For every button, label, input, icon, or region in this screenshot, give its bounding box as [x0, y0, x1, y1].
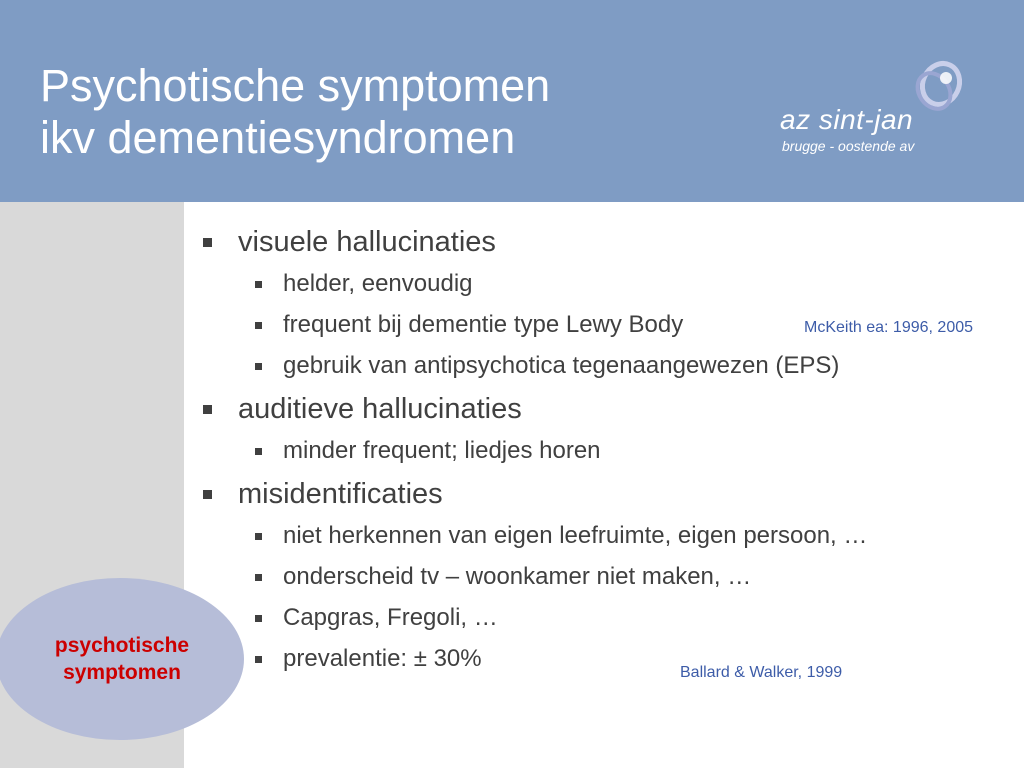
sub-bullet-label: gebruik van antipsychotica tegenaangewezen (EPS) — [283, 352, 840, 379]
bullet-visual-hallucinations — [200, 222, 1020, 266]
citation-ballard-walker: Ballard & Walker, 1999 — [680, 664, 843, 681]
sub-bullet — [200, 559, 1020, 600]
sub-bullet-label: frequent bij dementie type Lewy Body — [283, 311, 684, 338]
bullet-misidentifications — [200, 474, 1020, 518]
bullet-label: misidentificaties — [238, 478, 443, 510]
sub-bullet-label: Capgras, Fregoli, … — [283, 604, 498, 631]
bullet-auditory-hallucinations — [200, 389, 1020, 433]
sub-bullet-label: onderscheid tv – woonkamer niet maken, … — [283, 563, 752, 590]
slide-title-line-2: ikv dementiesyndromen — [40, 112, 516, 163]
square-bullet-icon — [203, 405, 212, 414]
bullet-label: visuele hallucinaties — [238, 226, 496, 258]
slide-title-line-1: Psychotische symptomen — [40, 60, 551, 111]
square-bullet-icon — [255, 448, 262, 455]
square-bullet-icon — [255, 281, 262, 288]
title-banner — [0, 0, 1024, 202]
sub-bullet-label: niet herkennen van eigen leefruimte, eigen persoon, … — [283, 522, 868, 549]
square-bullet-icon — [255, 322, 262, 329]
bullet-label: auditieve hallucinaties — [238, 393, 522, 425]
square-bullet-icon — [255, 533, 262, 540]
square-bullet-icon — [255, 574, 262, 581]
sub-bullet — [200, 641, 1020, 682]
topic-bubble-text — [51, 632, 189, 686]
sub-bullet-label: prevalentie: ± 30% — [283, 645, 482, 672]
sub-bullet-label: helder, eenvoudig — [283, 270, 473, 297]
sub-bullet — [200, 600, 1020, 641]
bullet-list — [200, 222, 1020, 682]
topic-line-1: psychotische — [54, 634, 190, 657]
sub-bullet — [200, 433, 1020, 474]
square-bullet-icon — [203, 490, 212, 499]
sub-bullet-label: minder frequent; liedjes horen — [283, 437, 601, 464]
square-bullet-icon — [203, 238, 212, 247]
square-bullet-icon — [255, 363, 262, 370]
logo-name: az sint-jan — [780, 104, 914, 135]
logo-subtitle: brugge - oostende av — [782, 138, 915, 154]
hospital-logo — [780, 58, 980, 158]
logo-swirl-icon — [908, 58, 968, 120]
sub-bullet — [200, 348, 1020, 389]
sub-bullet — [200, 266, 1020, 307]
topic-line-2: symptomen — [63, 661, 181, 684]
square-bullet-icon — [255, 615, 262, 622]
slide-title — [40, 60, 550, 164]
sub-bullet — [200, 518, 1020, 559]
square-bullet-icon — [255, 656, 262, 663]
citation-mckeith: McKeith ea: 1996, 2005 — [804, 319, 974, 336]
